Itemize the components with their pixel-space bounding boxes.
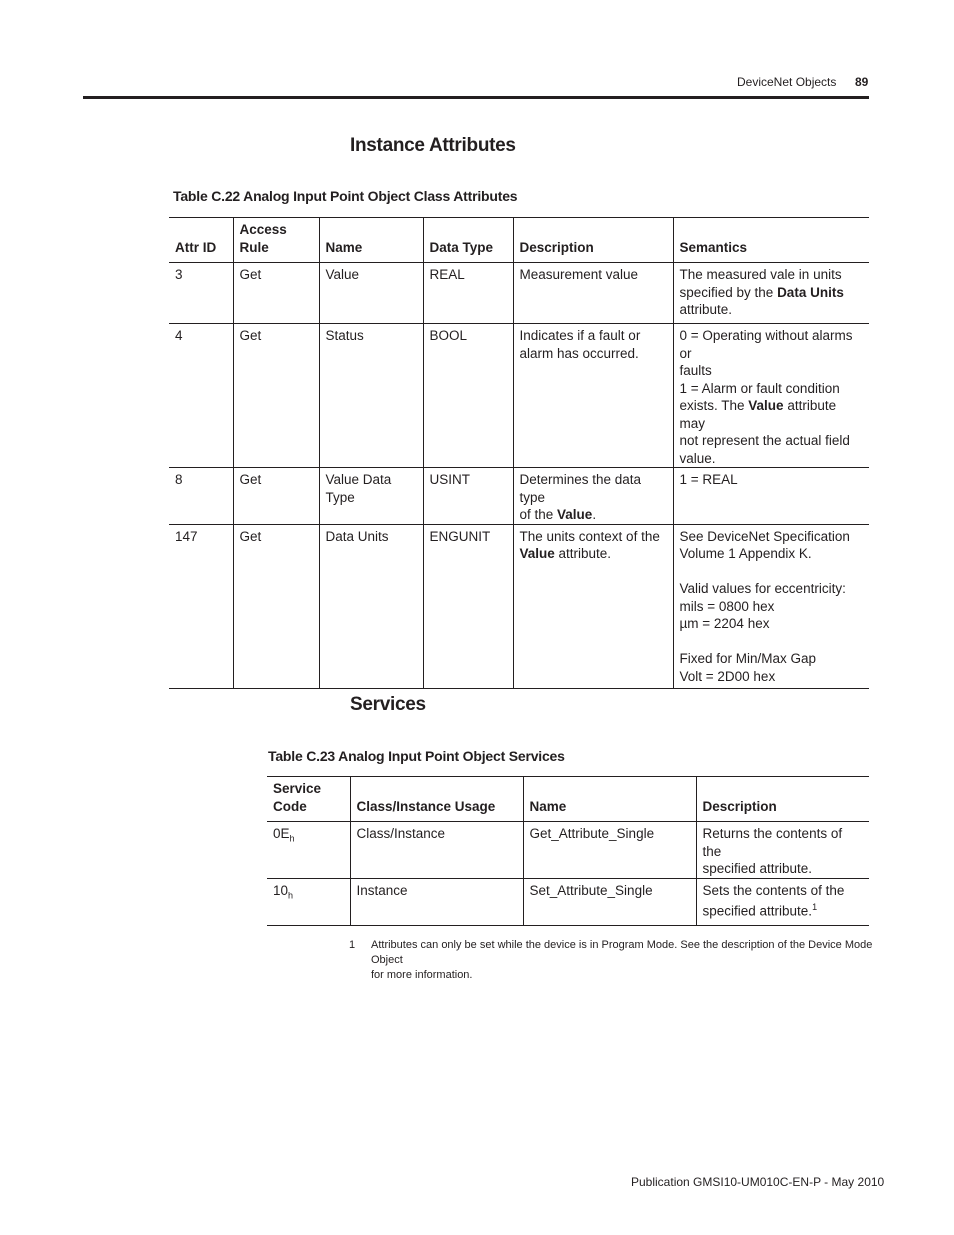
- col-service-line1: Service: [273, 781, 322, 796]
- col-semantics: Semantics: [673, 218, 869, 263]
- cell-access-rule: Get: [233, 468, 319, 525]
- cell-attr-id: 4: [169, 324, 233, 468]
- table-row: [169, 324, 869, 468]
- cell-semantics: [673, 263, 869, 324]
- sem-line: [680, 284, 864, 302]
- table-row: [267, 878, 869, 925]
- cell-name: Get_Attribute_Single: [523, 822, 696, 879]
- sem-bold: Data Units: [777, 284, 844, 300]
- cell-service-code: [267, 878, 350, 925]
- table-row: [267, 822, 869, 879]
- publication-footer: Publication GMSI10-UM010C-EN-P - May 2010: [631, 1175, 885, 1189]
- cell-access-rule: Get: [233, 524, 319, 688]
- col-name: Name: [523, 777, 696, 822]
- cell-name: Set_Attribute_Single: [523, 878, 696, 925]
- col-usage: Class/Instance Usage: [350, 777, 523, 822]
- cell-name: Data Units: [319, 524, 423, 688]
- sem-line: faults: [679, 363, 712, 378]
- desc-line: alarm has occurred.: [519, 345, 639, 361]
- cell-attr-id: 8: [169, 468, 233, 525]
- cell-semantics: [673, 324, 869, 468]
- desc-line: Returns the contents of the: [702, 826, 843, 859]
- desc-line: specified attribute.: [702, 861, 813, 876]
- col-data-type: Data Type: [423, 218, 513, 263]
- desc-line: [520, 545, 667, 563]
- desc-line: Indicates if a fault or: [519, 328, 641, 343]
- sem-spacer: [680, 633, 864, 651]
- cell-access-rule: Get: [233, 324, 319, 468]
- sem-line: 0 = Operating without alarms or: [679, 328, 853, 361]
- header-rule: [83, 96, 869, 99]
- instance-attributes-table: [169, 217, 869, 689]
- desc-line: The units context of the: [519, 528, 660, 544]
- cell-description: [513, 263, 673, 324]
- cell-semantics: [673, 524, 869, 688]
- sem-line: µm = 2204 hex: [679, 616, 770, 631]
- col-access-line1: Access: [239, 222, 287, 237]
- table-row: [169, 263, 869, 324]
- table-row: [169, 524, 869, 688]
- cell-usage: Class/Instance: [350, 822, 523, 879]
- sem-text: specified by the: [679, 284, 778, 300]
- footnote-line: for more information.: [371, 969, 473, 981]
- sem-line: not represent the actual field: [679, 433, 850, 448]
- sem-line: Valid values for eccentricity:: [679, 581, 846, 596]
- cell-attr-id: 3: [169, 263, 233, 324]
- col-attr-id: Attr ID: [169, 218, 233, 263]
- cell-description: [513, 524, 673, 688]
- table-row: [169, 468, 869, 525]
- cell-name: Status: [319, 324, 423, 468]
- cell-semantics: [673, 468, 869, 525]
- col-description: Description: [513, 218, 673, 263]
- sem-line: Volt = 2D00 hex: [679, 668, 776, 684]
- sem-line: [680, 397, 864, 432]
- cell-data-type: REAL: [423, 263, 513, 324]
- footnote-line: Attributes can only be set while the device is in Program Mode. See the description of the Device Mode Object: [371, 939, 873, 966]
- sem-line: The measured vale in units: [679, 267, 842, 282]
- sem-line: Fixed for Min/Max Gap: [679, 651, 817, 666]
- cell-description: [513, 324, 673, 468]
- col-service-code: [267, 777, 350, 822]
- code-text: 0E: [273, 826, 290, 841]
- cell-description: [696, 878, 869, 925]
- desc-text: attribute.: [554, 546, 612, 561]
- sem-line: See DeviceNet Specification: [679, 528, 850, 544]
- sem-spacer: [680, 563, 864, 581]
- table-c22-caption: Table C.22 Analog Input Point Object Class Attributes: [173, 188, 518, 204]
- footnote-text: [371, 938, 876, 983]
- desc-text: .: [592, 507, 597, 522]
- desc-line: Measurement value: [519, 267, 639, 282]
- table-header-row: [169, 218, 869, 263]
- table-header-row: [267, 777, 869, 822]
- instance-attributes-heading: Instance Attributes: [350, 135, 516, 156]
- sem-text: attribute may: [679, 398, 837, 431]
- services-table: [267, 776, 869, 926]
- col-access-rule: [233, 218, 319, 263]
- cell-data-type: ENGUNIT: [423, 524, 513, 688]
- running-header-section: DeviceNet Objects: [737, 75, 837, 89]
- sem-bold: Value: [748, 398, 784, 413]
- sem-line: value.: [679, 450, 716, 466]
- cell-data-type: BOOL: [423, 324, 513, 468]
- cell-attr-id: 147: [169, 524, 233, 688]
- col-access-line2: Rule: [239, 239, 269, 255]
- desc-text: specified attribute.: [702, 903, 813, 919]
- cell-usage: Instance: [350, 878, 523, 925]
- cell-name: Value Data Type: [319, 468, 423, 525]
- code-subscript: h: [289, 833, 295, 844]
- sem-text: exists. The: [679, 398, 749, 413]
- cell-data-type: USINT: [423, 468, 513, 525]
- desc-line: Sets the contents of the: [702, 882, 845, 898]
- desc-text: of the: [519, 507, 558, 522]
- table-c23-caption: Table C.23 Analog Input Point Object Services: [268, 748, 565, 764]
- footnote-ref: 1: [812, 902, 818, 912]
- sem-line: Volume 1 Appendix K.: [679, 546, 812, 561]
- cell-description: [696, 822, 869, 879]
- desc-line: [520, 506, 667, 524]
- col-service-line2: Code: [273, 798, 307, 814]
- sem-line: 1 = REAL: [679, 472, 738, 487]
- cell-access-rule: Get: [233, 263, 319, 324]
- cell-description: [513, 468, 673, 525]
- desc-line: Determines the data type: [519, 472, 642, 505]
- sem-line: attribute.: [679, 302, 733, 317]
- page-number: 89: [855, 75, 869, 89]
- col-name: Name: [319, 218, 423, 263]
- sem-line: 1 = Alarm or fault condition: [679, 380, 840, 396]
- sem-line: mils = 0800 hex: [679, 598, 775, 614]
- code-text: 10: [273, 882, 289, 898]
- desc-line: [703, 899, 864, 920]
- cell-service-code: [267, 822, 350, 879]
- col-description: Description: [696, 777, 869, 822]
- desc-bold: Value: [557, 507, 593, 522]
- desc-bold: Value: [519, 546, 555, 561]
- footnote-number: 1: [349, 939, 356, 951]
- services-heading: Services: [350, 694, 426, 715]
- code-subscript: h: [288, 890, 294, 901]
- cell-name: Value: [319, 263, 423, 324]
